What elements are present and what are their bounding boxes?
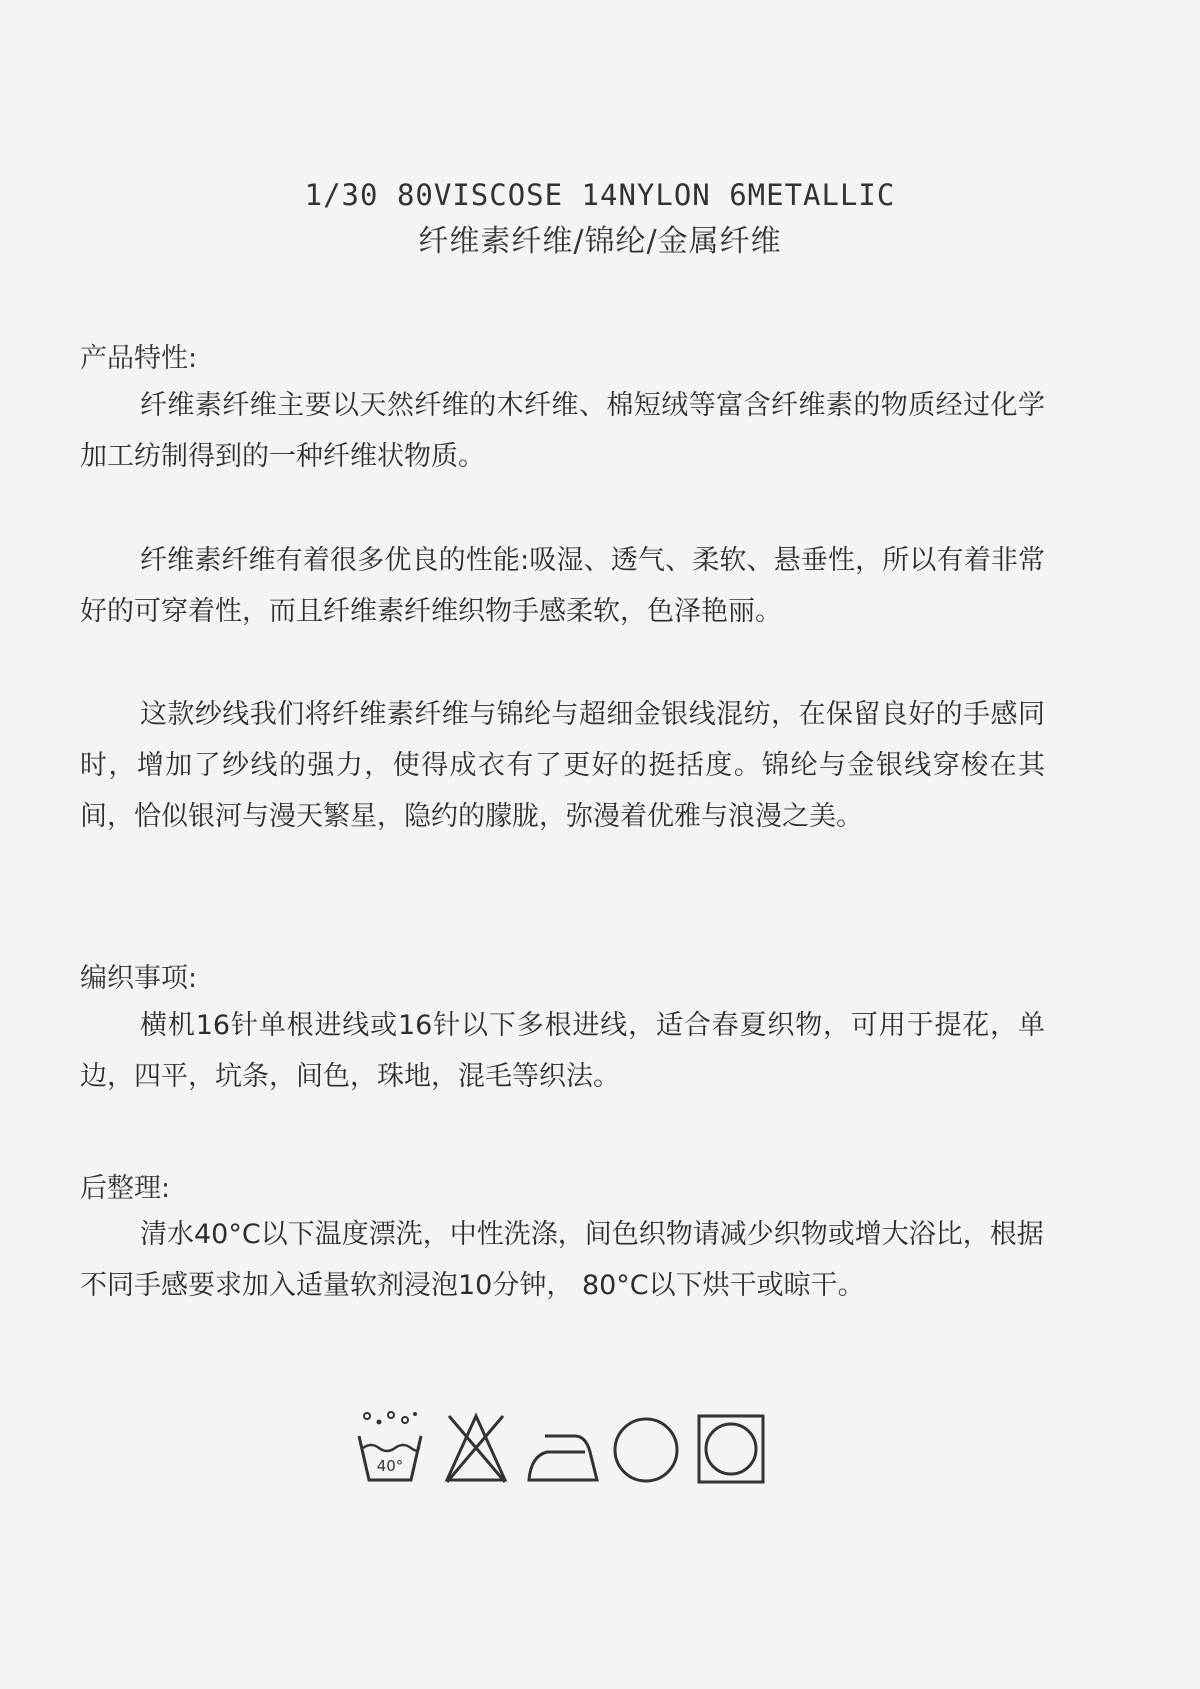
wash-temp-label: 40° [376, 1457, 404, 1475]
knitting-heading: 编织事项: [80, 963, 198, 994]
dry-clean-icon [610, 1408, 682, 1488]
title-chinese: 纤维素纤维/锦纶/金属纤维 [418, 224, 782, 259]
care-symbols [355, 1408, 775, 1498]
iron-icon [525, 1408, 601, 1488]
finishing-heading: 后整理: [80, 1173, 171, 1204]
features-paragraph-2: 纤维素纤维有着很多优良的性能:吸湿、透气、柔软、悬垂性，所以有着非常好的可穿着性，而且纤维素纤维织物手感柔软，色泽艳丽。 [80, 545, 1045, 627]
features-paragraph-1: 纤维素纤维主要以天然纤维的木纤维、棉短绒等富含纤维素的物质经过化学加工纺制得到的一种纤维状物质。 [80, 390, 1045, 472]
features-heading: 产品特性: [80, 343, 198, 374]
knitting-paragraph: 横机16针单根进线或16针以下多根进线，适合春夏织物，可用于提花，单边，四平，坑条，间色，珠地，混毛等织法。 [80, 1010, 1045, 1092]
features-paragraph-3: 这款纱线我们将纤维素纤维与锦纶与超细金银线混纺，在保留良好的手感同时，增加了纱线的强力，使得成衣有了更好的挺括度。锦纶与金银线穿梭在其间，恰似银河与漫天繁星，隐约的朦胧，弥漫着优雅与浪漫之美。 [80, 699, 1045, 832]
wash-40-icon [355, 1408, 425, 1488]
do-not-bleach-icon [443, 1408, 509, 1488]
tumble-dry-icon [695, 1408, 767, 1488]
title-english: 1/30 80VISCOSE 14NYLON 6METALLIC [304, 178, 896, 212]
finishing-paragraph: 清水40°C以下温度漂洗，中性洗涤，间色织物请减少织物或增大浴比，根据不同手感要求加入适量软剂浸泡10分钟， 80°C以下烘干或晾干。 [80, 1219, 1044, 1301]
